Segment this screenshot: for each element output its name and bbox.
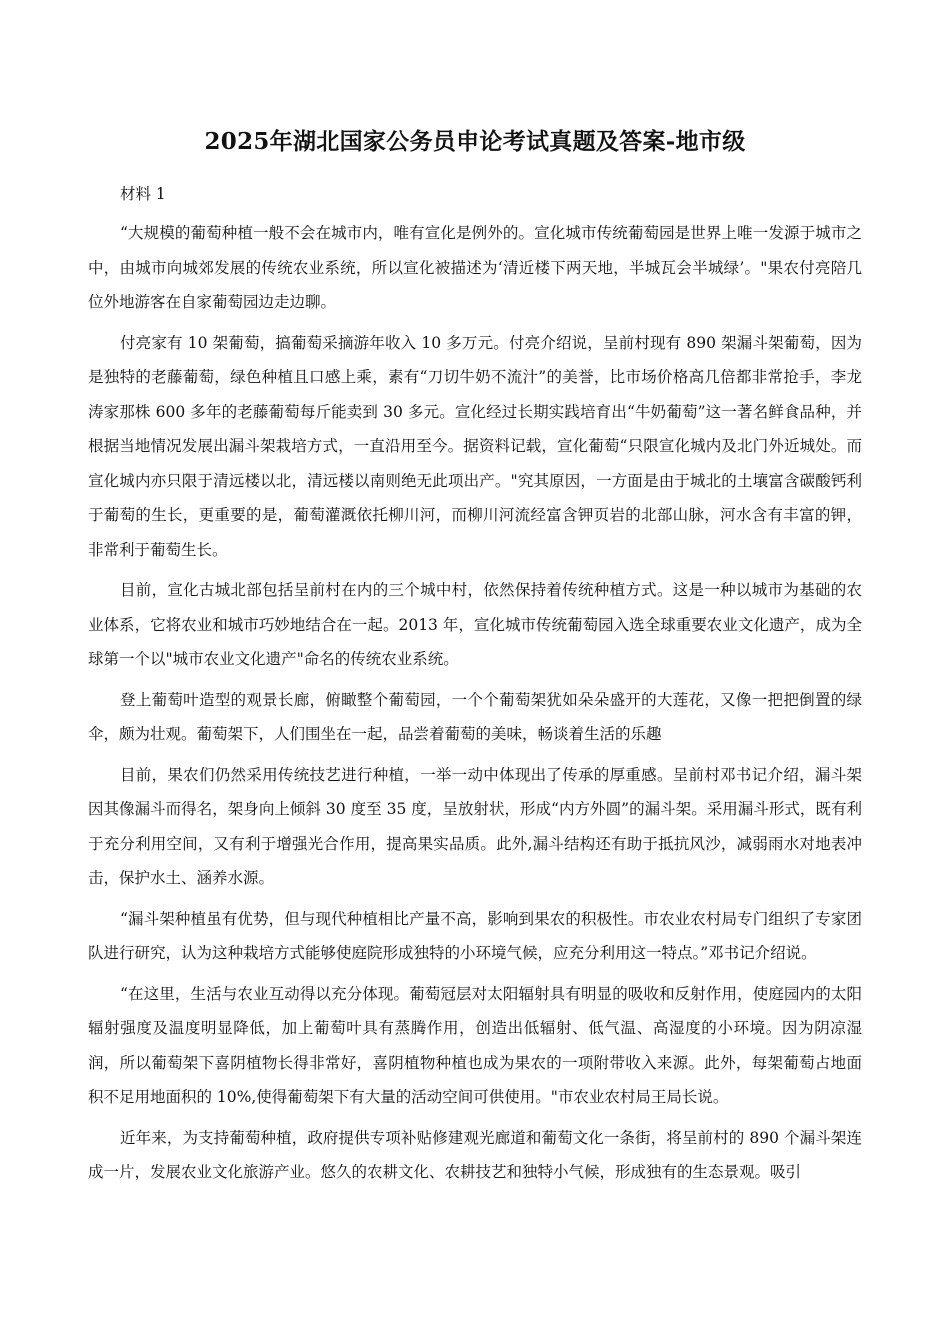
paragraph: 目前，宣化古城北部包括呈前村在内的三个城中村，依然保持着传统种植方式。这是一种以城市为基础的农业体系，它将农业和城市巧妙地结合在一起。2013 年，宣化城市传统葡萄园入选全球重要农业文化遗产，成为全球第一个以"城市农业文化遗产"命名的传统农业系统。: [88, 581, 862, 668]
paragraph: 近年来，为支持葡萄种植，政府提供专项补贴修建观光廊道和葡萄文化一条街，将呈前村的 890 个漏斗架连成一片，发展农业文化旅游产业。悠久的农耕文化、农耕技艺和独特小气候，形成独有的生态景观。吸引: [88, 1128, 862, 1181]
paragraph: 登上葡萄叶造型的观景长廊，俯瞰整个葡萄园，一个个葡萄架犹如朵朵盛开的大莲花，又像一把把倒置的绿伞，颇为壮观。葡萄架下，人们围坐在一起，品尝着葡萄的美味，畅谈着生活的乐趣: [88, 690, 862, 743]
section-label: 材料 1: [120, 185, 166, 203]
paragraph: 目前，果农们仍然采用传统技艺进行种植，一举一动中体现出了传承的厚重感。呈前村邓书记介绍，漏斗架因其像漏斗而得名，架身向上倾斜 30 度至 35 度，呈放射状，形成“内方外圆”的漏斗架。采用漏斗形式，既有利于充分利用空间，又有利于增强光合作用，提高果实品质。此外,漏斗结构还有助于抵抗风沙，减弱雨水对地表冲击，保护水土、涵养水源。: [88, 765, 862, 887]
paragraph: “漏斗架种植虽有优势，但与现代种植相比产量不高，影响到果农的积极性。市农业农村局专门组织了专家团队进行研究，认为这种栽培方式能够使庭院形成独特的小环境气候，应充分利用这一特点。”邓书记介绍说。: [88, 909, 862, 962]
document-title: 2025年湖北国家公务员申论考试真题及答案-地市级: [204, 128, 746, 155]
paragraph: “在这里，生活与农业互动得以充分体现。葡萄冠层对太阳辐射具有明显的吸收和反射作用，使庭园内的太阳辐射强度及温度明显降低，加上葡萄叶具有蒸腾作用，创造出低辐射、低气温、高湿度的小环境。因为阴凉湿润，所以葡萄架下喜阴植物长得非常好，喜阴植物种植也成为果农的一项附带收入来源。此外，每架葡萄占地面积不足用地面积的 10%,使得葡萄架下有大量的活动空间可供使用。"市农业农村局王局长说。: [88, 984, 862, 1106]
paragraph: “大规模的葡萄种植一般不会在城市内，唯有宣化是例外的。宣化城市传统葡萄园是世界上唯一发源于城市之中，由城市向城郊发展的传统农业系统，所以宣化被描述为‘清近楼下两天地，半城瓦会半城绿’。"果农付亮陪几位外地游客在自家葡萄园边走边聊。: [88, 224, 862, 311]
paragraph: 付亮家有 10 架葡萄，搞葡萄采摘游年收入 10 多万元。付亮介绍说，呈前村现有 890 架漏斗架葡萄，因为是独特的老藤葡萄，绿色种植且口感上乘，素有“刀切牛奶不流汁”的美誉，比市场价格高几倍都非常抢手，李龙涛家那株 600 多年的老藤葡萄每斤能卖到 30 多元。宣化经过长期实践培育出“牛奶葡萄”这一著名鲜食品种，并根据当地情况发展出漏斗架栽培方式，一直沿用至今。据资料记载，宣化葡萄“只限宣化城内及北门外近城处。而宣化城内亦只限于清远楼以北，清远楼以南则绝无此项出产。"究其原因，一方面是由于城北的土壤富含碳酸钙利于葡萄的生长，更重要的是，葡萄灌溉依托柳川河，而柳川河流经富含钾页岩的北部山脉，河水含有丰富的钾，非常利于葡萄生长。: [88, 333, 862, 559]
